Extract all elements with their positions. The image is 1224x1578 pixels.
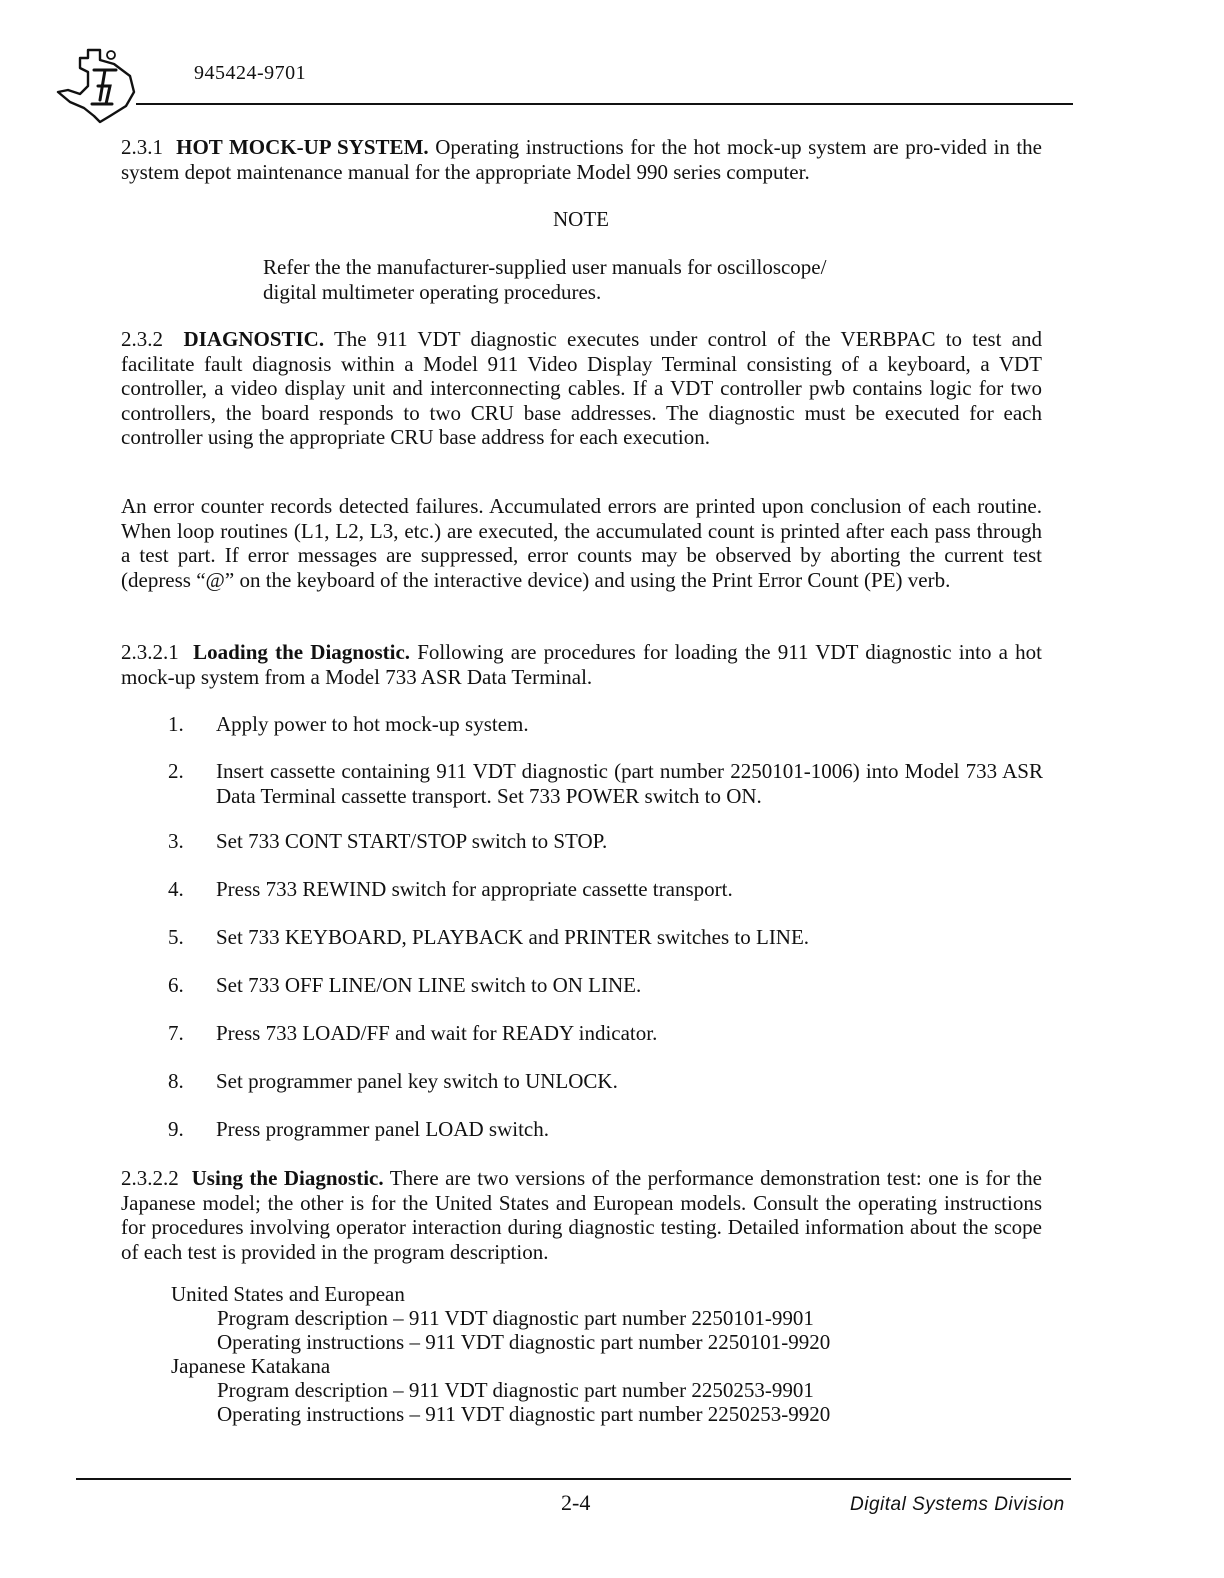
note-heading: NOTE: [553, 207, 609, 231]
header-rule: [136, 103, 1073, 105]
section-title: HOT MOCK-UP SYSTEM.: [176, 135, 429, 159]
section-number: 2.3.2: [121, 327, 163, 351]
step-text: Press programmer panel LOAD switch.: [216, 1117, 550, 1141]
step-text: Press 733 REWIND switch for appropriate cassette transport.: [216, 877, 733, 901]
note-line-1: Refer the the manufacturer-supplied user manuals for oscilloscope/: [263, 255, 827, 279]
step-text: Set 733 CONT START/STOP switch to STOP.: [216, 829, 608, 853]
jp-program-description: Program description – 911 VDT diagnostic part number 2250253-9901: [217, 1378, 814, 1402]
step-number: 6.: [168, 973, 184, 997]
section-text: The 911 VDT diagnostic executes under control of the VERBPAC to test and facilitate fault diagnosis within a Model 911 Video Display Terminal consisting of a keyboard, a VDT controller, a video display unit and interconnecting cables. If a VDT controller pwb contains logic for two controllers, the board responds to two CRU base addresses. The diagnostic must be executed for each controller using the appropriate CRU base address for each execution.: [121, 327, 1042, 449]
section-2-3-1: [121, 135, 1042, 184]
document-number: 945424-9701: [194, 62, 307, 84]
step-number: 4.: [168, 877, 184, 901]
note-line-2: digital multimeter operating procedures.: [263, 279, 602, 304]
step-text: Insert cassette containing 911 VDT diagnostic (part number 2250101-1006) into Model 733 ASR Data Terminal cassette transport. Set 733 POWER switch to ON.: [216, 759, 1043, 808]
section-title: Using the Diagnostic.: [191, 1166, 384, 1190]
jp-operating-instructions: Operating instructions – 911 VDT diagnostic part number 2250253-9920: [217, 1402, 831, 1426]
step-number: 8.: [168, 1069, 184, 1093]
section-number: 2.3.1: [121, 135, 163, 159]
section-number: 2.3.2.2: [121, 1166, 179, 1190]
step-number: 5.: [168, 925, 184, 949]
step-text: Apply power to hot mock-up system.: [216, 712, 529, 736]
us-european-heading: United States and European: [171, 1282, 405, 1306]
error-counter-paragraph: An error counter records detected failures. Accumulated errors are printed upon conclusion of each routine. When loop routines (L1, L2, L3, etc.) are executed, the accumulated count is printed after each pass through a test part. If error messages are suppressed, error counts may be observed by aborting the current test (depress “@” on the keyboard of the interactive device) and using the Print Error Count (PE) verb.: [121, 494, 1042, 592]
section-number: 2.3.2.1: [121, 640, 179, 664]
step-number: 3.: [168, 829, 184, 853]
section-2-3-2-1: [121, 640, 1042, 689]
us-program-description: Program description – 911 VDT diagnostic part number 2250101-9901: [217, 1306, 814, 1330]
step-text: Set 733 KEYBOARD, PLAYBACK and PRINTER switches to LINE.: [216, 925, 810, 949]
section-text: Following are procedures for loading the 911 VDT diagnostic into a hot mock-up system from a Model 733 ASR Data Terminal.: [121, 640, 1043, 689]
page-number: 2-4: [561, 1490, 591, 1515]
section-title: DIAGNOSTIC.: [183, 327, 325, 351]
japanese-heading: Japanese Katakana: [171, 1354, 331, 1378]
section-text: Operating instructions for the hot mock-up system are pro-vided in the system depot maintenance manual for the appropriate Model 990 series computer.: [121, 135, 1042, 184]
step-text: Press 733 LOAD/FF and wait for READY indicator.: [216, 1021, 658, 1045]
section-2-3-2-2: [121, 1166, 1042, 1264]
ti-logo-icon: [54, 46, 144, 124]
section-text: There are two versions of the performance demonstration test: one is for the Japanese model; the other is for the United States and European models. Consult the operating instructions for procedures involving operator interaction during diagnostic testing. Detailed information about the scope of each test is provided in the program description.: [121, 1166, 1043, 1264]
step-text: Set programmer panel key switch to UNLOCK.: [216, 1069, 618, 1093]
step-number: 2.: [168, 759, 184, 783]
step-number: 1.: [168, 712, 184, 736]
us-operating-instructions: Operating instructions – 911 VDT diagnostic part number 2250101-9920: [217, 1330, 831, 1354]
step-number: 9.: [168, 1117, 184, 1141]
step-text: Set 733 OFF LINE/ON LINE switch to ON LINE.: [216, 973, 642, 997]
section-2-3-2: [121, 327, 1042, 450]
section-title: Loading the Diagnostic.: [193, 640, 411, 664]
division-name: Digital Systems Division: [850, 1494, 1065, 1515]
note-body: [263, 255, 963, 304]
footer-rule: [76, 1478, 1071, 1480]
step-number: 7.: [168, 1021, 184, 1045]
